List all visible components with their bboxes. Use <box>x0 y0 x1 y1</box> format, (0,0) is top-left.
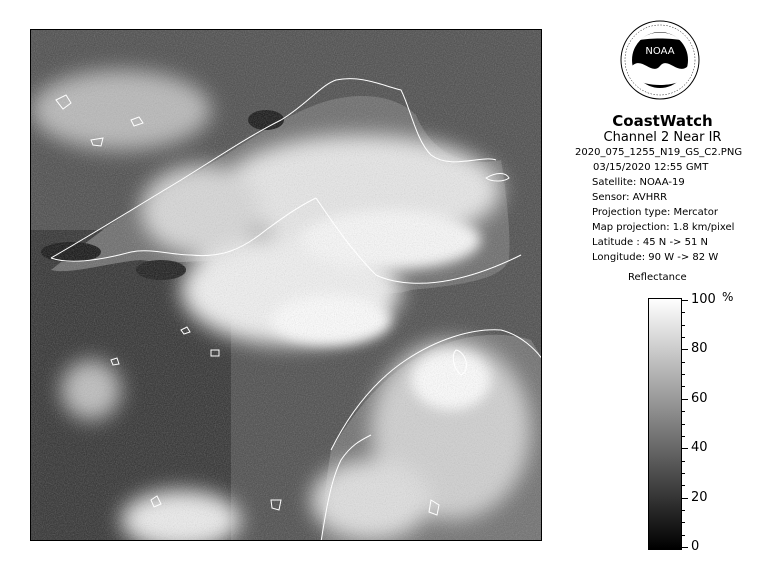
colorbar-minor-tick <box>682 535 685 536</box>
colorbar-minor-tick <box>682 325 685 326</box>
colorbar-tick-label: 60 <box>691 390 708 406</box>
colorbar-minor-tick <box>682 386 685 387</box>
colorbar-minor-tick <box>682 547 685 548</box>
colorbar-minor-tick <box>682 312 685 313</box>
filename-label: 2020_075_1255_N19_GS_C2.PNG <box>575 147 743 158</box>
colorbar-minor-tick <box>682 424 685 425</box>
datetime-label: 03/15/2020 12:55 GMT <box>593 162 709 173</box>
colorbar-tick-label: 20 <box>691 489 708 505</box>
texture-noise <box>31 30 542 541</box>
satellite-label: Satellite: NOAA-19 <box>592 177 685 188</box>
colorbar-minor-tick <box>682 448 685 449</box>
colorbar-title: Reflectance <box>628 272 687 283</box>
colorbar-minor-tick <box>682 510 685 511</box>
channel-label: Channel 2 Near IR <box>603 130 722 145</box>
map-projection-label: Map projection: 1.8 km/pixel <box>592 222 735 233</box>
colorbar-tick-label: 40 <box>691 440 708 456</box>
colorbar-minor-tick <box>682 485 685 486</box>
colorbar-minor-tick <box>682 522 685 523</box>
colorbar-minor-tick <box>682 436 685 437</box>
colorbar-minor-tick <box>682 349 685 350</box>
colorbar-minor-tick <box>682 300 685 301</box>
noaa-logo <box>620 20 700 100</box>
colorbar-minor-tick <box>682 362 685 363</box>
colorbar-minor-tick <box>682 498 685 499</box>
noaa-seal-icon <box>620 20 700 100</box>
colorbar-unit: % <box>722 290 734 304</box>
product-title: CoastWatch <box>612 112 713 130</box>
colorbar-minor-tick <box>682 374 685 375</box>
longitude-label: Longitude: 90 W -> 82 W <box>592 252 719 263</box>
colorbar-minor-tick <box>682 337 685 338</box>
reflectance-colorbar <box>648 298 682 550</box>
colorbar-minor-tick <box>682 411 685 412</box>
colorbar-tick-label: 80 <box>691 341 708 357</box>
colorbar-tick-label: 0 <box>691 539 700 554</box>
latitude-label: Latitude : 45 N -> 51 N <box>592 237 708 248</box>
map-svg <box>31 30 542 541</box>
projection-type-label: Projection type: Mercator <box>592 207 718 218</box>
colorbar-minor-tick <box>682 461 685 462</box>
colorbar-tick-label: 100 <box>691 292 716 307</box>
noaa-logo-text: NOAA <box>645 46 675 57</box>
sensor-label: Sensor: AVHRR <box>592 192 668 203</box>
colorbar-minor-tick <box>682 399 685 400</box>
satellite-image <box>30 29 542 541</box>
colorbar-minor-tick <box>682 473 685 474</box>
